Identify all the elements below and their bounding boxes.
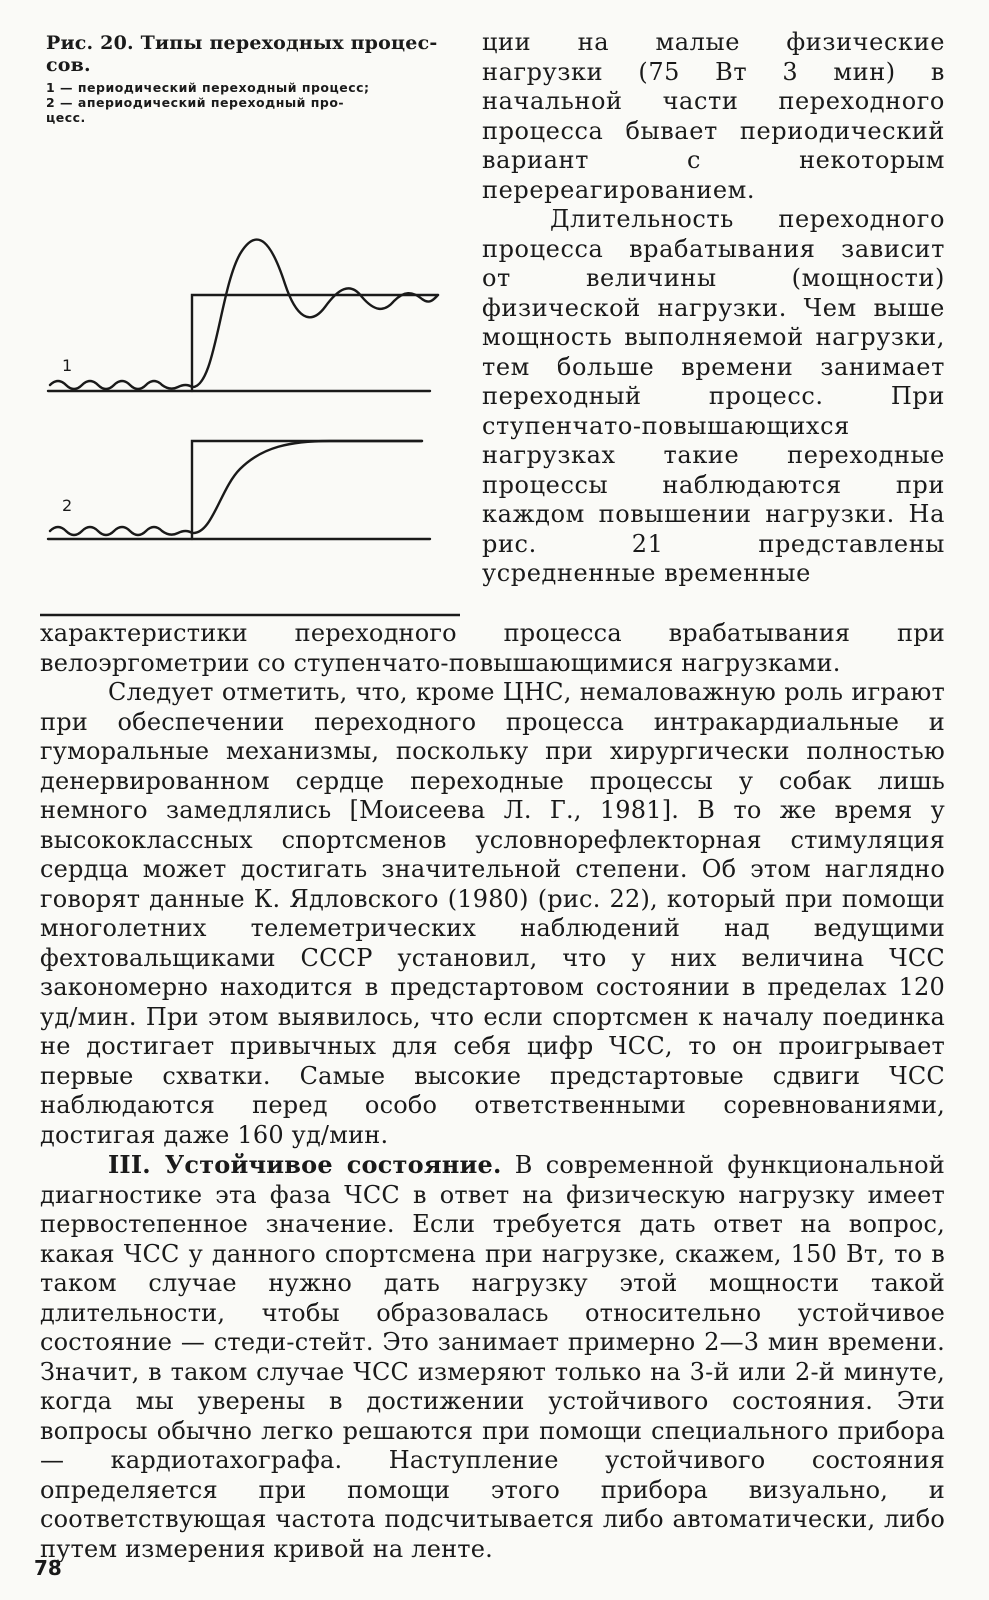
legend-item-1: 1 — периодический переходный процесс; bbox=[46, 80, 370, 95]
column-paragraph-1: ции на малые физические нагрузки (75 Вт 3 мин) в начальной части переходного процесса бывает периодический вариант с некоторым перереагированием. bbox=[482, 28, 945, 204]
text-column bbox=[482, 28, 945, 589]
top-section bbox=[40, 28, 945, 619]
section-heading-steady-state: III. Устойчивое состояние. bbox=[108, 1150, 502, 1179]
curve-1-response bbox=[50, 240, 438, 389]
page-number: 78 bbox=[34, 1556, 62, 1580]
full-width-text bbox=[40, 619, 945, 1564]
curve-2-response bbox=[50, 441, 422, 535]
paragraph-4 bbox=[40, 1150, 945, 1564]
paragraph-4-text: В современной функциональной диагностике эта фаза ЧСС в ответ на физическую нагрузку имеет первостепенное значение. Если требуется дать ответ на вопрос, какая ЧСС у данного спортсмена при нагрузке, скажем, 150 Вт, то в таком случае нужно дать нагрузку этой мощности такой длительности, чтобы образовалась относительно устойчивое состояние — стеди-стейт. Это занимает примерно 2—3 мин времени. Значит, в таком случае ЧСС измеряют только на 3-й или 2-й минуте, когда мы уверены в достижении устойчивого состояния. Эти вопросы обычно легко решаются при помощи специального прибора — кардиотахографа. Наступление устойчивого состояния определяется при помощи этого прибора визуально, и соответствующая частота подсчитывается либо автоматически, либо путем измерения кривой на ленте. bbox=[40, 1151, 945, 1563]
figure-caption-title: Рис. 20. Типы переходных процес- сов. bbox=[46, 32, 438, 76]
figure-legend bbox=[46, 80, 460, 125]
paragraph-2-continuation: характеристики переходного процесса врабатывания при велоэргометрии со ступенчато-повышающимися нагрузками. bbox=[40, 619, 945, 677]
column-paragraph-2: Длительность переходного процесса врабатывания зависит от величины (мощности) физической нагрузки. Чем выше мощность выполняемой нагрузки, тем больше времени занимает переходный процесс. При ступенчато-повышающихся нагрузках такие переходные процессы наблюдаются при каждом повышении нагрузки. На рис. 21 представлены усредненные временные bbox=[482, 205, 945, 587]
curve-1-step bbox=[192, 295, 438, 391]
curve-1-label: 1 bbox=[62, 356, 73, 375]
figure-20 bbox=[40, 28, 460, 619]
legend-item-2: 2 — апериодический переходный про- цесс. bbox=[46, 95, 345, 125]
paragraph-3: Следует отметить, что, кроме ЦНС, немаловажную роль играют при обеспечении переходного процесса интракардиальные и гуморальные механизмы, поскольку при хирургически полностью денервированном сердце переходные процессы у собак лишь немного замедлялись [Моисеева Л. Г., 1981]. В то же время у высококлассных спортсменов условнорефлекторная стимуляция сердца может достигать значительной степени. Об этом наглядно говорят данные К. Ядловского (1980) (рис. 22), который при помощи многолетних телеметрических наблюдений над ведущими фехтовальщиками СССР установил, что у них величина ЧСС закономерно находится в предстартовом состоянии в пределах 120 уд/мин. При этом выявилось, что если спортсмен к началу поединка не достигает привычных для себя цифр ЧСС, то он проигрывает первые схватки. Самые высокие предстартовые сдвиги ЧСС наблюдаются перед особо ответственными соревнованиями, достигая даже 160 уд/мин. bbox=[40, 678, 945, 1149]
curve-2-label: 2 bbox=[62, 496, 73, 515]
page bbox=[40, 28, 945, 1564]
transient-process-diagram bbox=[40, 129, 460, 619]
